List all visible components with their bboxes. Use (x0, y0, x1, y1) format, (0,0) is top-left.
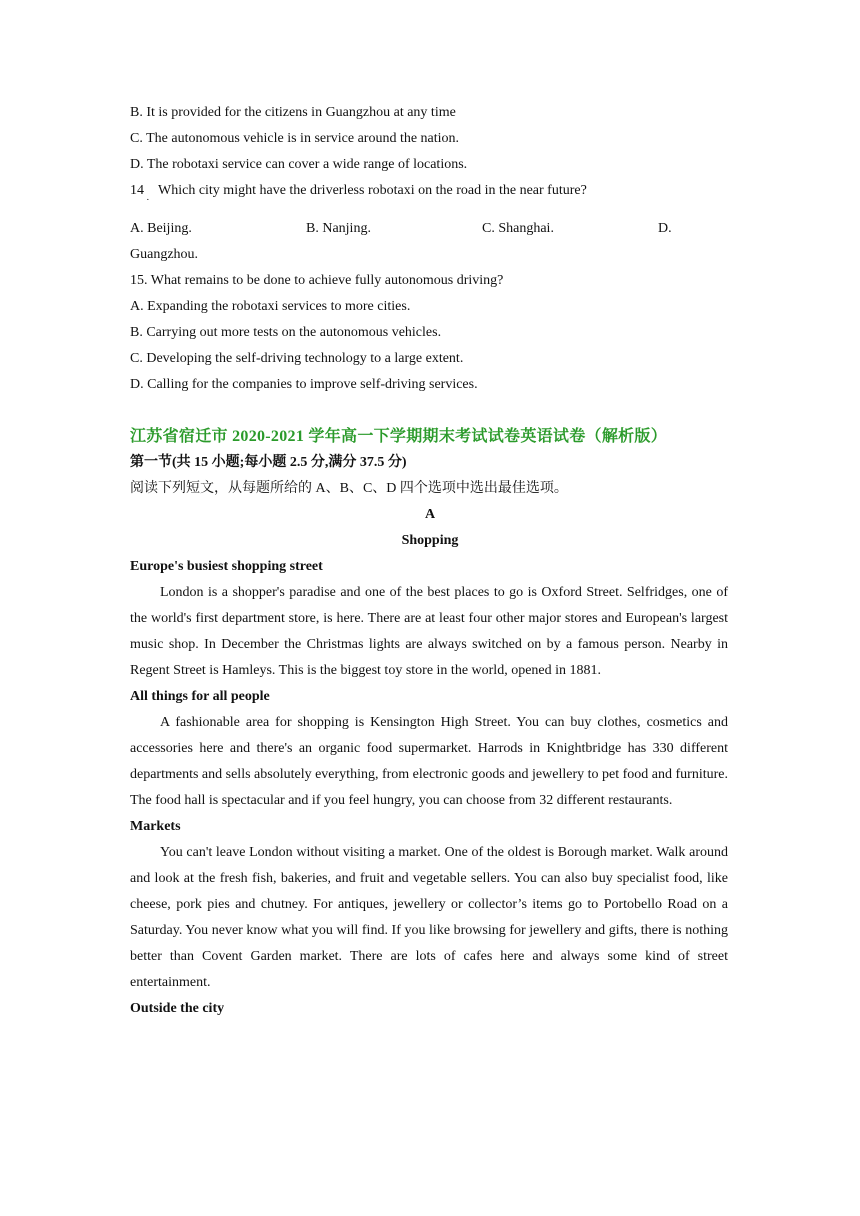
section-header: 第一节(共 15 小题;每小题 2.5 分,满分 37.5 分) (130, 455, 407, 470)
q14-option-c: C. Shanghai. (482, 221, 554, 236)
document-content (130, 100, 730, 1022)
q14-option-d-wrap: Guangzhou. (130, 247, 199, 262)
q14-dot: ˙ (146, 197, 150, 209)
instruction: 阅读下列短文，从每题所给的 A、B、C、D 四个选项中选出最佳选项。 (130, 481, 568, 496)
paragraph-busiest-street: London is a shopper's paradise and one of the best places to go is Oxford Street. Selfridges, one of the world's first department store, is here. There are at least four other major stores and European's largest music shop. In December the Christmas lights are always switched on by a famous person. Nearby in Regent Street is Hamleys. This is the biggest toy store in the world, opened in 1881. (130, 585, 728, 678)
section-heading-busiest-street: Europe's busiest shopping street (130, 559, 323, 574)
q14-option-d: D. (658, 221, 672, 236)
q14-option-b: B. Nanjing. (306, 221, 371, 236)
q14-options (130, 216, 730, 242)
paragraph-markets: You can't leave London without visiting a market. One of the oldest is Borough market. Walk around and look at the fresh fish, bakeries, and fruit and vegetable sellers. You can also buy specialist food, like cheese, pork pies and chutney. For antiques, jewellery or collector’s items go to Portobello Road on a Saturday. You never know what you will find. If you like browsing for jewellery and gifts, there is nothing better than Covent Garden market. There are lots of cafes here and always some kind of street entertainment. (130, 845, 728, 990)
q15-stem: 15. What remains to be done to achieve fully autonomous driving? (130, 273, 504, 288)
q15-option-d: D. Calling for the companies to improve self-driving services. (130, 377, 478, 392)
q15-option-b: B. Carrying out more tests on the autonomous vehicles. (130, 325, 442, 340)
q15-option-c: C. Developing the self-driving technology to a large extent. (130, 351, 464, 366)
q15-option-a: A. Expanding the robotaxi services to more cities. (130, 299, 411, 314)
q14-option-a: A. Beijing. (130, 221, 192, 236)
q14-stem (130, 178, 730, 209)
passage-letter: A (424, 507, 436, 522)
section-heading-markets: Markets (130, 819, 181, 834)
q13-option-b: B. It is provided for the citizens in Guangzhou at any time (130, 105, 456, 120)
section-heading-all-things: All things for all people (130, 689, 270, 704)
q14-stem-text: 14 Which city might have the driverless robotaxi on the road in the near future? (130, 183, 587, 198)
passage-title: Shopping (401, 533, 459, 548)
paragraph-all-things: A fashionable area for shopping is Kensington High Street. You can buy clothes, cosmetics and accessories here and there's an organic food supermarket. Harrods in Knightbridge has 330 different departments and sells absolutely everything, from electronic goods and jewellery to pet food and furniture. The food hall is spectacular and if you feel hungry, you can choose from 32 different restaurants. (130, 715, 728, 808)
exam-title: 江苏省宿迁市 2020-2021 学年高一下学期期末考试试卷英语试卷（解析版） (130, 428, 668, 445)
section-heading-outside-city: Outside the city (130, 1001, 225, 1016)
q13-option-d: D. The robotaxi service can cover a wide range of locations. (130, 157, 468, 172)
q13-option-c: C. The autonomous vehicle is in service around the nation. (130, 131, 460, 146)
